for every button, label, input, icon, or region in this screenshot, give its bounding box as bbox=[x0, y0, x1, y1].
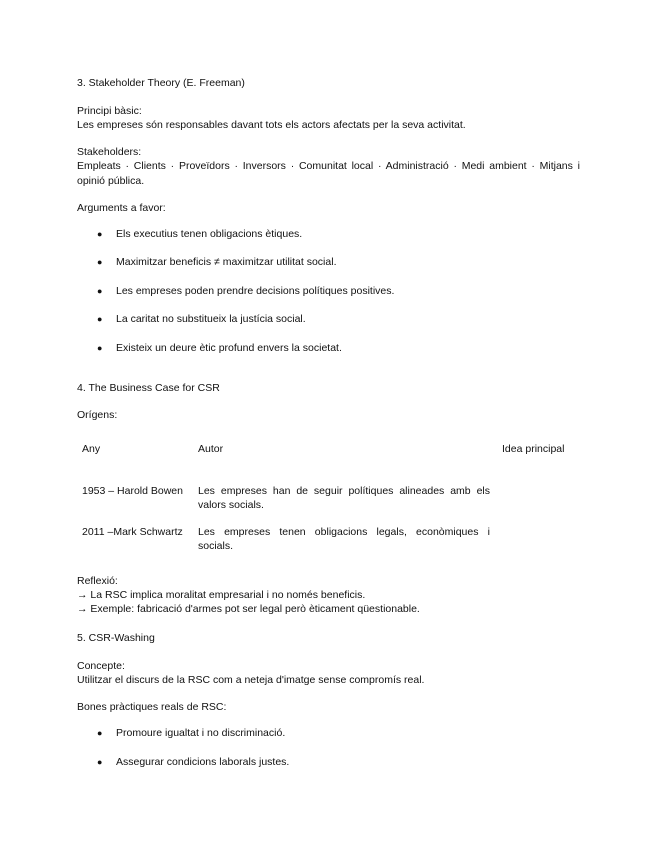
table-header-any: Any bbox=[82, 443, 101, 455]
bullet-icon: ● bbox=[97, 343, 103, 353]
concepte-text: Utilitzar el discurs de la RSC com a neteja d'imatge sense compromís real. bbox=[77, 674, 425, 686]
section-5-heading: 5. CSR-Washing bbox=[77, 632, 155, 644]
reflexio-label: Reflexió: bbox=[77, 575, 118, 587]
table-cell-autor: Les empreses tenen obligacions legals, econòmiques i socials. bbox=[198, 526, 490, 552]
bones-practiques-label: Bones pràctiques reals de RSC: bbox=[77, 701, 227, 713]
bullet-icon: ● bbox=[97, 757, 103, 767]
bullet-icon: ● bbox=[97, 286, 103, 296]
section-3-heading: 3. Stakeholder Theory (E. Freeman) bbox=[77, 77, 245, 89]
list-item-text: Les empreses poden prendre decisions polítiques positives. bbox=[116, 285, 395, 297]
list-item-text: Existeix un deure ètic profund envers la societat. bbox=[116, 342, 342, 354]
list-item-text: Els executius tenen obligacions ètiques. bbox=[116, 228, 303, 240]
table-header-idea: Idea principal bbox=[502, 443, 565, 455]
stakeholders-text-line2: opinió pública. bbox=[77, 175, 145, 187]
stakeholders-text-line1: Empleats · Clients · Proveïdors · Inversors · Comunitat local · Administració · Medi ambient · Mitjans i bbox=[77, 160, 580, 172]
bullet-icon: ● bbox=[97, 229, 103, 239]
bullet-icon: ● bbox=[97, 257, 103, 267]
table-cell-any: 1953 – Harold Bowen bbox=[82, 485, 183, 497]
origens-label: Orígens: bbox=[77, 409, 118, 421]
concepte-label: Concepte: bbox=[77, 660, 125, 672]
section-4-heading: 4. The Business Case for CSR bbox=[77, 382, 220, 394]
reflexio-line-1: → La RSC implica moralitat empresarial i no només beneficis. bbox=[77, 589, 366, 601]
list-item-text: Promoure igualtat i no discriminació. bbox=[116, 727, 286, 739]
table-cell-autor: Les empreses han de seguir polítiques alineades amb els valors socials. bbox=[198, 485, 490, 511]
principi-label: Principi bàsic: bbox=[77, 105, 142, 117]
list-item-text: La caritat no substitueix la justícia social. bbox=[116, 313, 306, 325]
principi-text: Les empreses són responsables davant tots els actors afectats per la seva activitat. bbox=[77, 119, 466, 131]
arguments-label: Arguments a favor: bbox=[77, 202, 166, 214]
table-cell-any: 2011 –Mark Schwartz bbox=[82, 526, 183, 538]
list-item-text: Maximitzar beneficis ≠ maximitzar utilitat social. bbox=[116, 256, 337, 268]
bullet-icon: ● bbox=[97, 314, 103, 324]
bullet-icon: ● bbox=[97, 728, 103, 738]
list-item-text: Assegurar condicions laborals justes. bbox=[116, 756, 290, 768]
table-header-autor: Autor bbox=[198, 443, 224, 455]
reflexio-line-2: → Exemple: fabricació d'armes pot ser legal però èticament qüestionable. bbox=[77, 603, 420, 615]
stakeholders-label: Stakeholders: bbox=[77, 146, 142, 158]
